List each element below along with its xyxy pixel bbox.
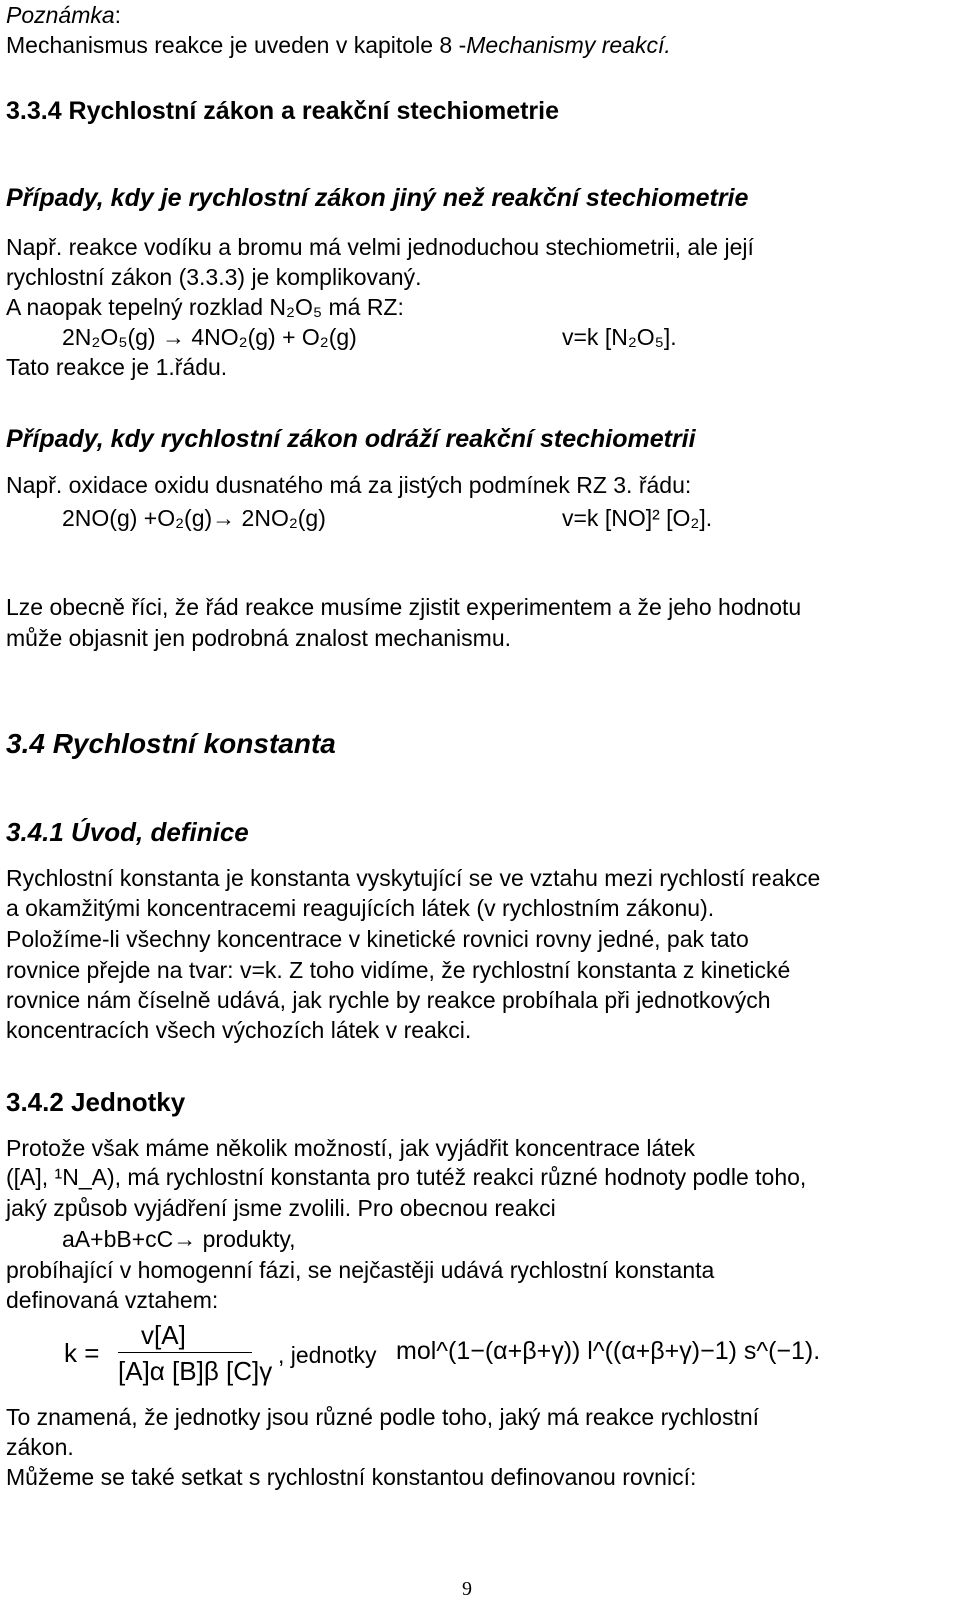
- formula-numerator: v[A]: [141, 1320, 186, 1350]
- note-label-line: [6, 0, 121, 30]
- paragraph-line: může objasnit jen podrobná znalost mechanismu.: [6, 625, 512, 651]
- paragraph-line: rovnice přejde na tvar: v=k. Z toho vidíme, že rychlostní konstanta z kinetické: [6, 957, 791, 983]
- rate-law-n2o5: v=k [N₂O₅].: [562, 324, 677, 350]
- rate-constant-formula: [6, 1318, 821, 1388]
- paragraph-line: jaký způsob vyjádření jsme zvolili. Pro obecnou reakci: [6, 1195, 556, 1221]
- paragraph-line: rychlostní zákon (3.3.3) je komplikovaný.: [6, 264, 422, 290]
- paragraph-line: Rychlostní konstanta je konstanta vyskytující se ve vztahu mezi rychlostí reakce: [6, 865, 821, 891]
- formula-units: mol^(1−(α+β+γ)) l^((α+β+γ)−1) s^(−1).: [396, 1337, 821, 1365]
- paragraph-line: definovaná vztahem:: [6, 1287, 219, 1313]
- paragraph-line: ([A], ¹N_A), má rychlostní konstanta pro tutéž reakci různé hodnoty podle toho,: [6, 1164, 807, 1190]
- paragraph-line: Tato reakce je 1.řádu.: [6, 354, 228, 380]
- paragraph-line: koncentracích všech výchozích látek v reakci.: [6, 1017, 472, 1043]
- paragraph-line: zákon.: [6, 1434, 74, 1460]
- note-text: Mechanismus reakce je uveden v kapitole 8 -: [6, 32, 467, 58]
- page-number: 9: [462, 1578, 472, 1600]
- paragraph-line: Můžeme se také setkat s rychlostní konstantou definovanou rovnicí:: [6, 1464, 697, 1490]
- equation-no: 2NO(g) +O₂(g)→ 2NO₂(g): [62, 505, 326, 531]
- paragraph-line: rovnice nám číselně udává, jak rychle by reakce probíhala při jednotkových: [6, 987, 771, 1013]
- subheading-rz-reflects: Případy, kdy rychlostní zákon odráží reakční stechiometrii: [6, 425, 696, 453]
- paragraph-line: a okamžitými koncentracemi reagujících látek (v rychlostním zákonu).: [6, 895, 715, 921]
- fraction-bar: [118, 1352, 252, 1353]
- formula-lhs: k =: [64, 1338, 100, 1368]
- note-link: Mechanismy reakcí.: [466, 32, 671, 58]
- general-reaction: aA+bB+cC→ produkty,: [62, 1226, 296, 1252]
- formula-denominator: [A]α [B]β [C]γ: [118, 1356, 273, 1386]
- paragraph-line: probíhající v homogenní fázi, se nejčastěji udává rychlostní konstanta: [6, 1257, 715, 1283]
- heading-3-4-2: 3.4.2 Jednotky: [6, 1087, 186, 1117]
- note-text-line: [6, 30, 671, 60]
- paragraph-line: To znamená, že jednotky jsou různé podle toho, jaký má reakce rychlostní: [6, 1404, 760, 1430]
- heading-3-4-1: 3.4.1 Úvod, definice: [6, 817, 249, 847]
- heading-3-4: 3.4 Rychlostní konstanta: [6, 728, 336, 759]
- paragraph-line: Např. oxidace oxidu dusnatého má za jistých podmínek RZ 3. řádu:: [6, 472, 692, 498]
- heading-3-3-4: 3.3.4 Rychlostní zákon a reakční stechiometrie: [6, 97, 560, 125]
- note-label: Poznámka: [6, 2, 115, 28]
- paragraph-line: A naopak tepelný rozklad N₂O₅ má RZ:: [6, 294, 404, 320]
- formula-units-prefix: , jednotky: [278, 1342, 377, 1368]
- subheading-rz-differs: Případy, kdy je rychlostní zákon jiný než reakční stechiometrie: [6, 184, 749, 212]
- paragraph-line: Lze obecně říci, že řád reakce musíme zjistit experimentem a že jeho hodnotu: [6, 594, 802, 620]
- equation-n2o5: 2N₂O₅(g) → 4NO₂(g) + O₂(g): [62, 324, 357, 350]
- paragraph-line: Protože však máme několik možností, jak vyjádřit koncentrace látek: [6, 1135, 696, 1161]
- rate-law-no: v=k [NO]² [O₂].: [562, 505, 713, 531]
- paragraph-line: Položíme-li všechny koncentrace v kinetické rovnici rovny jedné, pak tato: [6, 926, 749, 952]
- note-label-colon: :: [114, 2, 122, 28]
- paragraph-line: Např. reakce vodíku a bromu má velmi jednoduchou stechiometrii, ale její: [6, 234, 754, 260]
